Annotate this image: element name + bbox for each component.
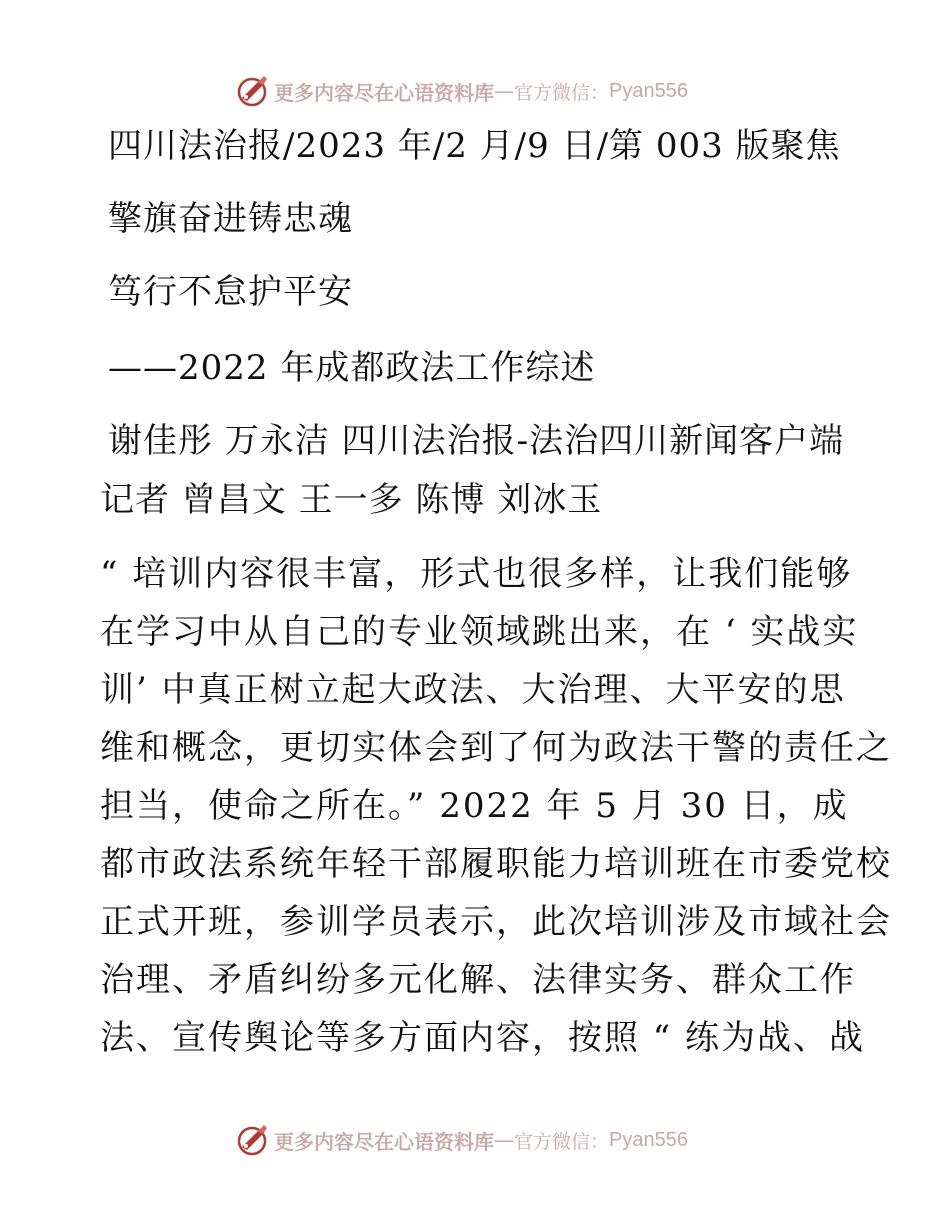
body-line: “ 培训内容很丰富，形式也很多样，让我们能够 <box>100 554 853 594</box>
watermark-sub-text: 官方微信： <box>514 81 610 104</box>
body-line: 法、宣传舆论等多方面内容，按照 “ 练为战、战 <box>100 1018 865 1058</box>
byline-line-2: 记者 曾昌文 王一多 陈博 刘冰玉 <box>100 480 603 520</box>
body-line: 都市政法系统年轻干部履职能力培训班在市委党校 <box>100 844 892 884</box>
title-line-1: 擎旗奋进铸忠魂 <box>108 199 353 239</box>
title-subtitle: ——2022 年成都政法工作综述 <box>108 348 596 388</box>
newspaper-dateline: 四川法治报/2023 年/2 月/9 日/第 003 版聚焦 <box>108 126 841 166</box>
byline-line-1: 谢佳彤 万永洁 四川法治报-法治四川新闻客户端 <box>108 421 845 461</box>
watermark-bottom <box>236 1123 688 1157</box>
body-line: 治理、矛盾纠纷多元化解、法律实务、群众工作 <box>100 960 856 1000</box>
watermark-sub-text: 官方微信： <box>514 1130 610 1153</box>
body-line: 在学习中从自己的专业领域跳出来，在 ‘ 实战实 <box>100 612 859 652</box>
watermark-main-text: 更多内容尽在心语资料库 <box>274 80 494 105</box>
body-line: 训’ 中真正树立起大政法、大治理、大平安的思 <box>100 670 846 710</box>
pen-logo-icon <box>236 1123 270 1157</box>
watermark-main-text: 更多内容尽在心语资料库 <box>274 1129 494 1154</box>
watermark-wechat-id: Pyan556 <box>609 79 688 102</box>
pen-logo-icon <box>236 74 270 108</box>
body-line: 担当，使命之所在。” 2022 年 5 月 30 日，成 <box>100 786 849 826</box>
watermark-dash: — <box>494 79 514 103</box>
watermark-wechat-id: Pyan556 <box>609 1128 688 1151</box>
watermark-dash: — <box>494 1128 514 1152</box>
watermark-top <box>236 74 688 108</box>
title-line-2: 笃行不怠护平安 <box>108 272 353 312</box>
body-line: 正式开班，参训学员表示，此次培训涉及市域社会 <box>100 902 892 942</box>
body-line: 维和概念，更切实体会到了何为政法干警的责任之 <box>100 728 892 768</box>
